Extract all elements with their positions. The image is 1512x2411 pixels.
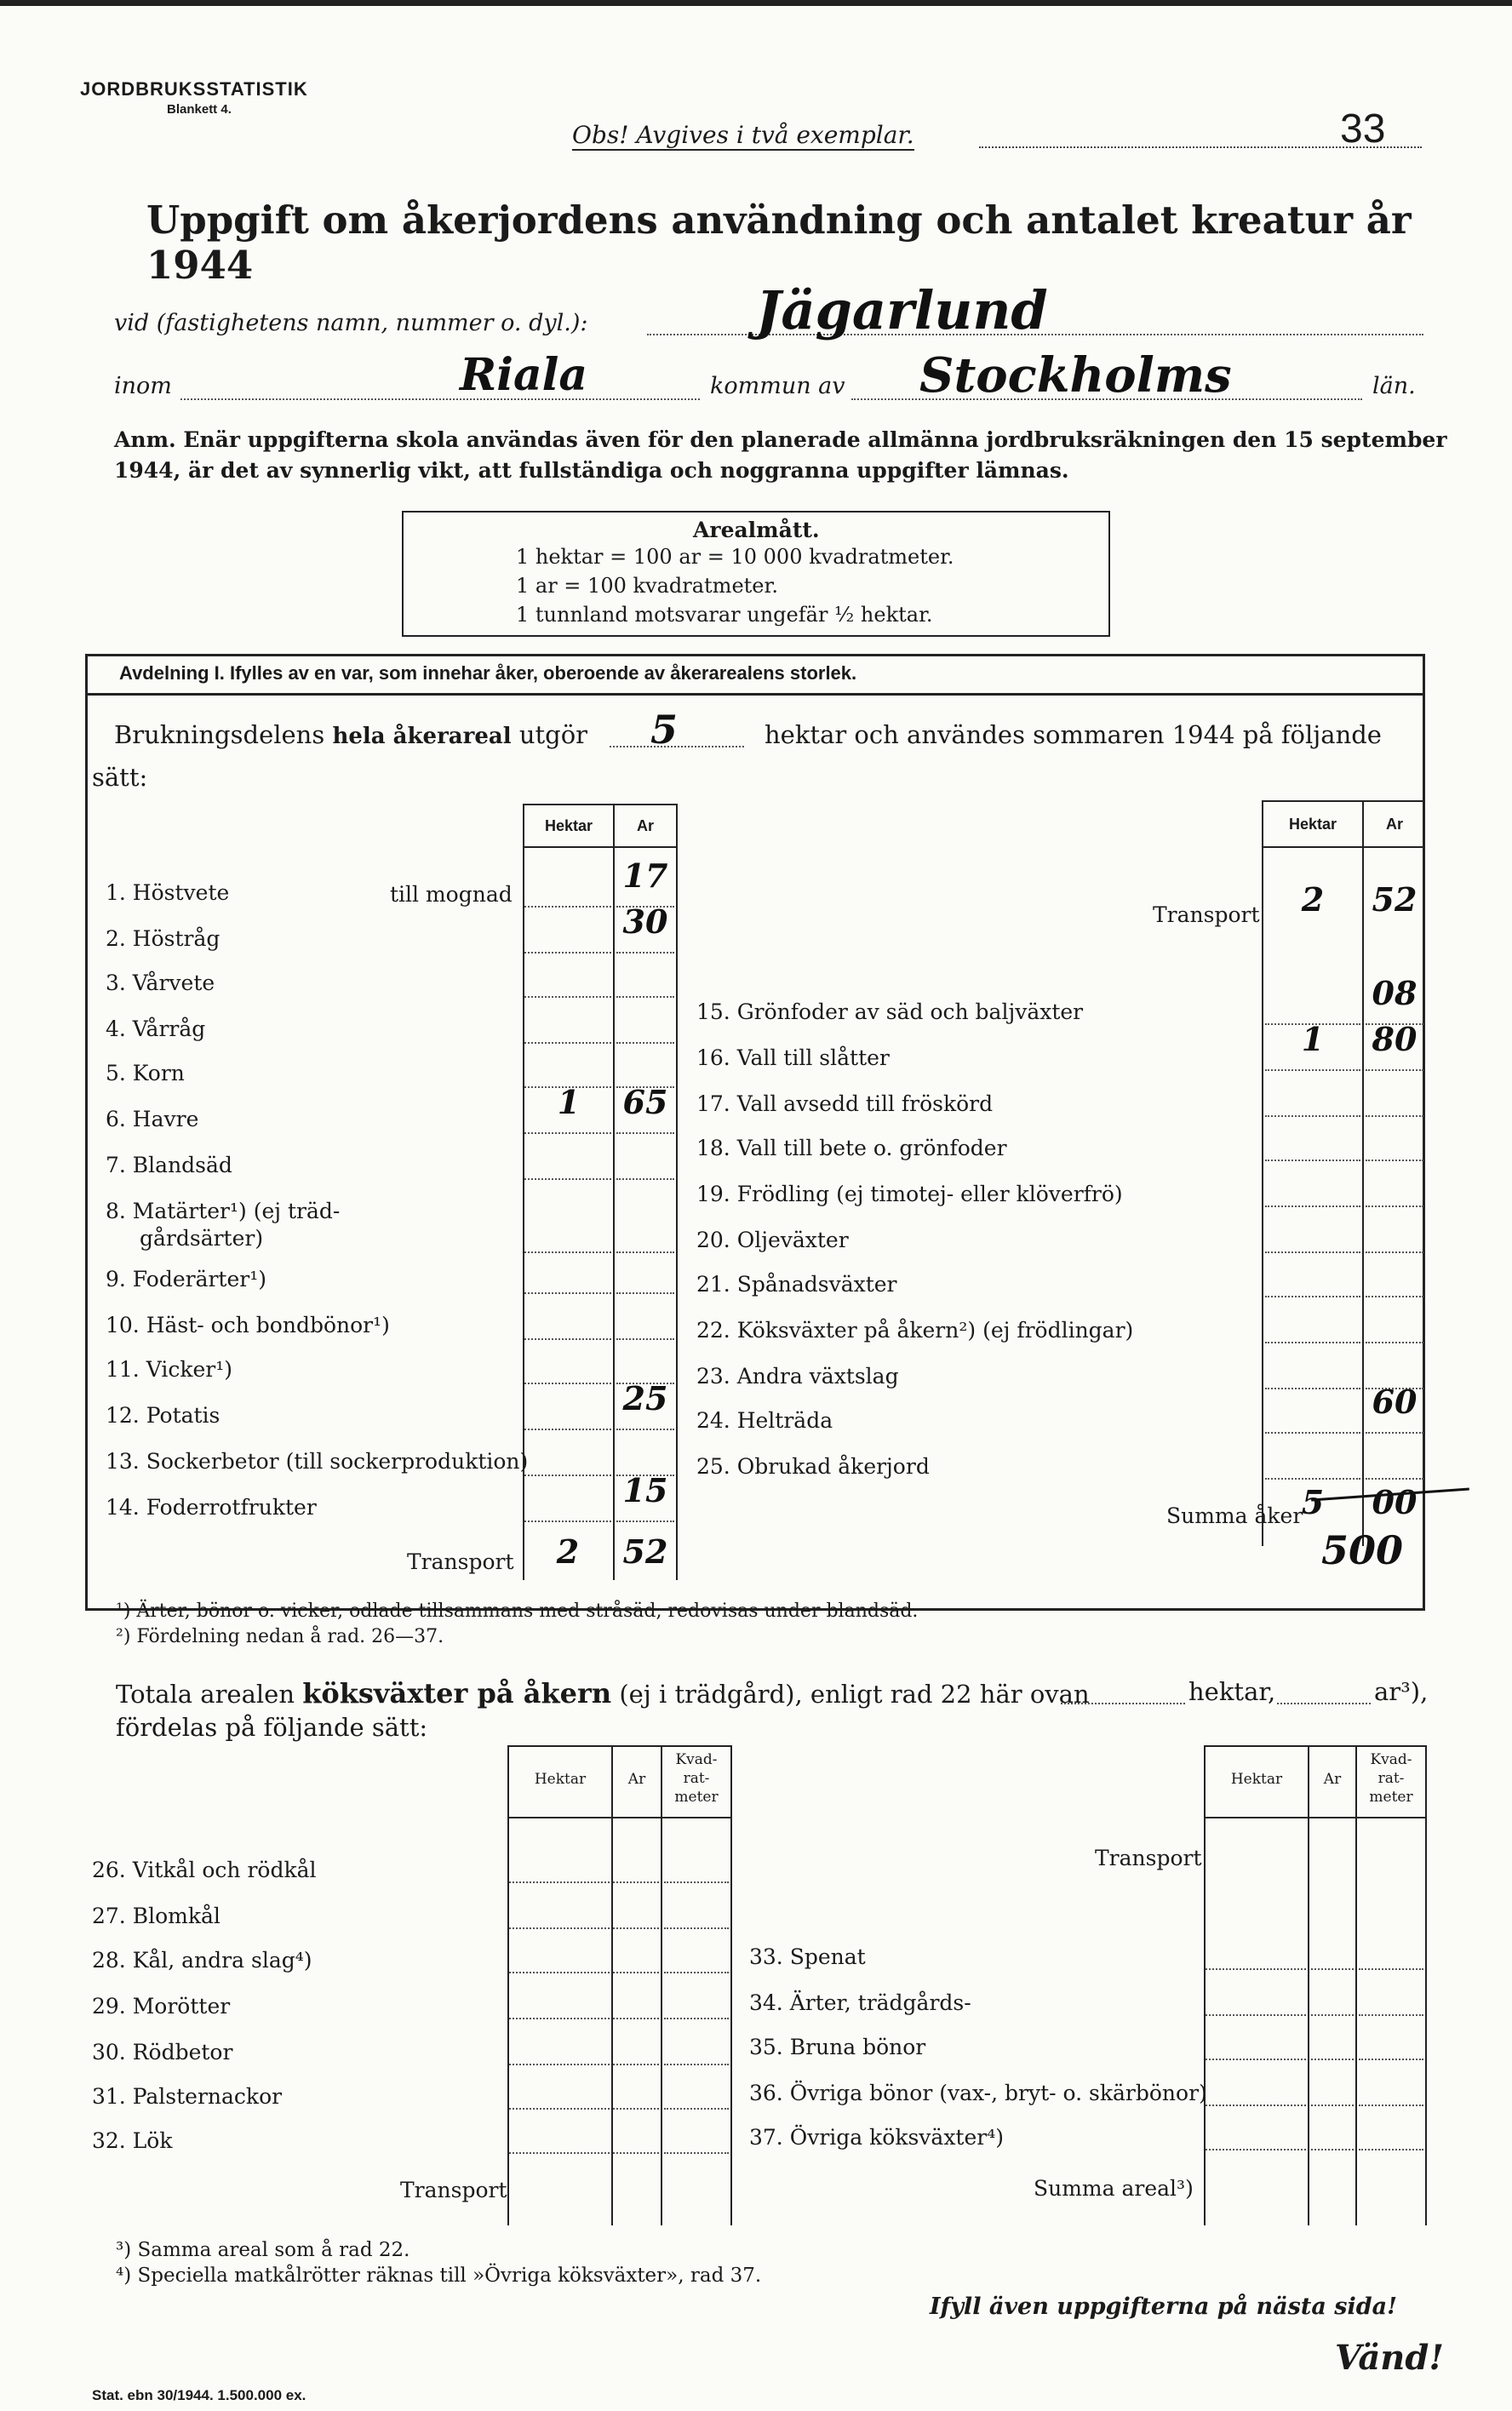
areal-line-2: 1 ar = 100 kvadratmeter. [516,574,778,598]
vegetable-row-kvm-line [1359,2059,1423,2060]
crop-row-ar-line [616,1178,674,1180]
intro-part-a: Brukningsdelens [114,720,325,749]
crop-row-hektar-line [1265,1296,1360,1297]
crop-row-ar-line [616,1338,674,1340]
vegetable-row-label: 32. Lök [92,2128,173,2153]
vegetable-row-kvm-line [664,1972,729,1973]
s2-intro-d: hektar, [1188,1677,1276,1706]
vegetable-row-hektar-line [509,2108,610,2110]
crop-row-label: 15. Grönfoder av säd och baljväxter [696,999,1084,1024]
summa-aker-corrected[interactable]: 500 [1321,1527,1404,1573]
crop-row-label: 9. Foderärter¹) [106,1267,267,1291]
inom-line [180,398,700,400]
crop-row-ar-line [616,952,674,954]
left-col-line-3 [676,804,678,1580]
crop-row-hektar-line [1265,1069,1360,1071]
vegetable-row-ar-line [1311,2059,1354,2060]
anm-line-2: 1944, är det av synnerlig vikt, att fullständiga och noggranna uppgifter lämnas. [114,458,1069,483]
crop-row-hektar-line [1265,1388,1360,1389]
crop-row-hektar-line [524,1178,611,1180]
vegetable-row-kvm-line [664,2018,729,2019]
lan-label: län. [1372,373,1416,399]
s2-ar-line [1277,1703,1371,1704]
crop-row-hektar-line [524,1251,611,1253]
intro-part-d: hektar och användes sommaren 1944 på följande [765,720,1382,749]
crop-row-ar[interactable]: 30 [622,902,668,941]
crop-row-hektar-line [524,1132,611,1134]
crop-row-hektar-line [524,996,611,998]
crop-row-ar-line [616,1132,674,1134]
kommun-value[interactable]: Stockholms [919,347,1232,404]
crop-row-ar-line [616,1429,674,1430]
anm-line-1: Anm. Enär uppgifterna skola användas även för den planerade allmänna jordbruksräkningen den 15 september [114,427,1447,452]
crop-row-label: 10. Häst- och bondbönor¹) [106,1313,390,1337]
s2-right-head-top [1204,1745,1427,1747]
footnote-3: ³) Samma areal som å rad 22. [116,2239,410,2261]
org-name: JORDBRUKSSTATISTIK [80,78,308,100]
crop-row-label: 22. Köksväxter på åkern²) (ej frödlingar) [696,1318,1134,1343]
vegetable-row-ar-line [613,1927,659,1929]
mognad-label: till mognad [390,882,513,907]
crop-row-ar-line [616,1292,674,1294]
crop-row-label: 7. Blandsäd [106,1153,232,1177]
vegetable-row-label: 29. Morötter [92,1994,231,2019]
s2-intro-f: fördelas på följande sätt: [116,1713,428,1742]
crop-row-ar-line [616,1520,674,1522]
intro-part-c: utgör [518,720,588,749]
crop-row-ar-line [1366,1478,1423,1480]
vegetable-row-hektar-line [509,2064,610,2065]
crop-row-hektar-line [524,1520,611,1522]
vegetable-row-kvm-line [1359,2105,1423,2106]
crop-row-hektar-line [1265,1160,1360,1161]
crop-row-label: 20. Oljeväxter [696,1228,849,1252]
left-head-top [523,804,678,805]
intro-part-b: hela åkerareal [332,724,512,749]
crop-row-hektar[interactable]: 1 [1301,1020,1325,1058]
vegetable-row-hektar-line [509,1881,610,1883]
crop-row-label: 18. Vall till bete o. grönfoder [696,1136,1007,1160]
vegetable-row-label: 36. Övriga bönor (vax-, bryt- o. skärbönor) [749,2081,1207,2105]
vegetable-row-hektar-line [509,1927,610,1929]
left-transport-hektar[interactable]: 2 [556,1532,580,1571]
vegetable-row-hektar-line [509,2152,610,2154]
crop-row-hektar-line [524,1042,611,1044]
vegetable-row-label: 28. Kål, andra slag⁴) [92,1948,312,1973]
s2-right-transport: Transport [1095,1846,1202,1870]
crop-row-hektar[interactable]: 1 [557,1083,581,1121]
vegetable-row-label: 31. Palsternackor [92,2084,283,2109]
s2-intro-e: ar³), [1374,1677,1429,1706]
intro-area-value[interactable]: 5 [650,707,679,753]
page-title: Uppgift om åkerjordens användning och antalet kreatur år 1944 [146,198,1412,288]
crop-row-label: 12. Potatis [106,1403,220,1428]
crop-row-label: 16. Vall till slåtter [696,1045,890,1070]
s2-hektar-line [1061,1703,1185,1704]
s2-left-col-kvm: Kvad-rat-meter [674,1751,719,1806]
scan-top-edge [0,0,1512,6]
vegetable-row-kvm-line [664,1881,729,1883]
crop-row-hektar-line [524,906,611,908]
vegetable-row-ar-line [613,2152,659,2154]
property-label: vid (fastighetens namn, nummer o. dyl.): [114,310,588,336]
right-head-bottom [1262,846,1425,848]
s2-left-col-ar: Ar [627,1771,646,1788]
left-col-hektar: Hektar [544,817,593,834]
vegetable-row-ar-line [1311,1968,1354,1970]
vand-note: Vänd! [1335,2338,1444,2378]
intro-part-e: sätt: [92,763,148,792]
summa-aker-hektar[interactable]: 5 [1301,1483,1325,1521]
crop-row-label: 19. Frödling (ej timotej- eller klöverfrö) [696,1182,1123,1206]
crop-row-hektar-line [1265,1478,1360,1480]
vegetable-row-label: 26. Vitkål och rödkål [92,1858,317,1882]
vegetable-row-label: 35. Bruna bönor [749,2035,926,2059]
section-1-intro [114,720,587,749]
vegetable-row-kvm-line [664,2152,729,2154]
crop-row-label: 14. Foderrotfrukter [106,1495,317,1520]
areal-title: Arealmått. [693,518,820,542]
crop-row-label: 23. Andra växtslag [696,1364,899,1389]
crop-row-label: 8. Matärter¹) (ej träd- [106,1199,341,1223]
crop-row-hektar-line [524,1475,611,1476]
crop-row-ar-line [1366,1251,1423,1253]
left-transport-label: Transport [407,1549,514,1574]
crop-row-label: 1. Höstvete [106,880,230,905]
crop-row-ar-line [1366,1296,1423,1297]
vegetable-row-kvm-line [664,2108,729,2110]
vegetable-row-hektar-line [1206,2149,1306,2150]
vegetable-row-ar-line [613,2064,659,2065]
crop-row-ar-line [616,996,674,998]
vegetable-row-hektar-line [509,2018,610,2019]
vegetable-row-kvm-line [1359,2149,1423,2150]
crop-row-label: 5. Korn [106,1061,185,1085]
right-transport-hektar[interactable]: 2 [1301,880,1325,919]
vegetable-row-label: 30. Rödbetor [92,2040,233,2065]
crop-row-hektar-line [1265,1251,1360,1253]
areal-line-1: 1 hektar = 100 ar = 10 000 kvadratmeter. [516,545,954,569]
crop-row-ar[interactable]: 08 [1372,974,1418,1012]
s2-left-head-bottom [507,1817,732,1818]
vegetable-row-label: 37. Övriga köksväxter⁴) [749,2125,1004,2150]
crop-row-hektar-line [1265,1432,1360,1434]
s2-right-col-hektar: Hektar [1230,1771,1283,1788]
right-transport-ar[interactable]: 52 [1372,880,1418,919]
crop-row-label: 2. Höstråg [106,926,220,951]
crop-row-label: 17. Vall avsedd till fröskörd [696,1091,994,1116]
property-name-value[interactable]: Jägarlund [756,279,1048,341]
crop-row-ar-line [1366,1069,1423,1071]
vegetable-row-kvm-line [664,1927,729,1929]
right-col-hektar: Hektar [1288,816,1337,833]
crop-row-ar[interactable]: 15 [622,1471,668,1509]
right-transport-label: Transport [1153,902,1260,927]
left-transport-ar[interactable]: 52 [622,1532,668,1571]
vegetable-row-kvm-line [664,2064,729,2065]
left-col-ar: Ar [636,817,654,834]
crop-row-label: 3. Vårvete [106,971,215,995]
s2-left-col-hektar: Hektar [534,1771,587,1788]
vegetable-row-ar-line [1311,2014,1354,2016]
vegetable-row-kvm-line [1359,2014,1423,2016]
crop-row-ar-line [1366,1206,1423,1207]
crop-row-label: 21. Spånadsväxter [696,1272,897,1297]
vegetable-row-hektar-line [1206,2014,1306,2016]
vegetable-row-hektar-line [1206,2059,1306,2060]
crop-row-label: 13. Sockerbetor (till sockerproduktion) [106,1449,529,1474]
page-number: 33 [1340,106,1386,152]
print-info: Stat. ebn 30/1944. 1.500.000 ex. [92,2387,306,2403]
footnote-4: ⁴) Speciella matkålrötter räknas till »Övriga köksväxter», rad 37. [116,2265,762,2287]
crop-row-label: 24. Helträda [696,1408,833,1433]
s2-left-head-top [507,1745,732,1747]
crop-row-label: 25. Obrukad åkerjord [696,1454,930,1479]
vegetable-row-kvm-line [1359,1968,1423,1970]
kommun-label: kommun av [710,373,845,399]
crop-row-hektar-line [524,1292,611,1294]
section-2-intro [116,1677,1090,1709]
s2-summa-label: Summa areal³) [1034,2176,1194,2201]
crop-row-ar[interactable]: 65 [622,1083,668,1121]
vegetable-row-label: 33. Spenat [749,1944,866,1969]
s2-left-transport: Transport [400,2178,507,2202]
s2-right-head-bottom [1204,1817,1427,1818]
crop-row-ar[interactable]: 25 [622,1379,668,1417]
ifyll-note: Ifyll även uppgifterna på nästa sida! [930,2294,1397,2320]
vegetable-row-ar-line [613,1972,659,1973]
vegetable-row-ar-line [613,1881,659,1883]
crop-row-hektar-line [1265,1206,1360,1207]
footnote-2: ²) Fördelning nedan å rad. 26—37. [116,1626,444,1647]
crop-row-ar-line [1366,1432,1423,1434]
crop-row-hektar-line [1265,1342,1360,1343]
areal-box [402,511,1110,637]
areal-line-3: 1 tunnland motsvarar ungefär ½ hektar. [516,603,933,627]
summa-aker-label: Summa åker [1166,1503,1303,1528]
crop-row-hektar-line [524,952,611,954]
vegetable-row-hektar-line [1206,2105,1306,2106]
inom-label: inom [114,373,172,399]
crop-row-ar[interactable]: 60 [1372,1383,1418,1421]
s2-intro-c: (ej i trädgård), enligt rad 22 här ovan [619,1680,1090,1709]
section-1-heading: Avdelning I. Ifylles av en var, som innehar åker, oberoende av åkerarealens storlek. [119,662,857,684]
crop-row-ar-line [616,1251,674,1253]
crop-row-hektar-line [524,1383,611,1384]
vegetable-row-label: 27. Blomkål [92,1904,220,1928]
crop-row-label: 4. Vårråg [106,1017,206,1041]
summa-aker-ar[interactable]: 00 [1372,1483,1418,1521]
vegetable-row-hektar-line [509,1972,610,1973]
s2-right-col-ar: Ar [1323,1771,1342,1788]
vegetable-row-hektar-line [1206,1968,1306,1970]
section-1-heading-rule [85,693,1425,696]
inom-value[interactable]: Riala [460,349,588,401]
crop-row-ar-line [616,1042,674,1044]
crop-row-label: 11. Vicker¹) [106,1357,232,1382]
form-number: Blankett 4. [167,102,232,117]
footnote-1: ¹) Ärter, bönor o. vicker, odlade tillsammans med stråsäd, redovisas under blandsäd. [116,1601,919,1622]
right-col-ar: Ar [1385,816,1403,833]
crop-row-hektar-line [524,1429,611,1430]
header-dotted-line [979,146,1422,148]
vegetable-row-ar-line [1311,2105,1354,2106]
crop-row-label-cont: gårdsärter) [140,1226,264,1251]
crop-row-ar-line [1366,1342,1423,1343]
crop-row-ar-line [1366,1160,1423,1161]
crop-row-ar[interactable]: 80 [1372,1020,1418,1058]
vegetable-row-ar-line [613,2018,659,2019]
s2-intro-a: Totala arealen [116,1680,295,1709]
s2-intro-b: köksväxter på åkern [302,1677,612,1709]
vegetable-row-ar-line [613,2108,659,2110]
crop-row-label: 6. Havre [106,1107,199,1131]
crop-row-ar-line [1366,1115,1423,1117]
crop-row-ar[interactable]: 17 [622,856,668,895]
left-head-bottom [523,846,678,848]
crop-row-hektar-line [524,1338,611,1340]
crop-row-hektar-line [1265,1115,1360,1117]
right-head-top [1262,800,1425,802]
vegetable-row-ar-line [1311,2149,1354,2150]
s2-right-col-kvm: Kvad-rat-meter [1369,1751,1413,1806]
obs-note: Obs! Avgives i två exemplar. [572,121,914,149]
vegetable-row-label: 34. Ärter, trädgårds- [749,1990,971,2015]
